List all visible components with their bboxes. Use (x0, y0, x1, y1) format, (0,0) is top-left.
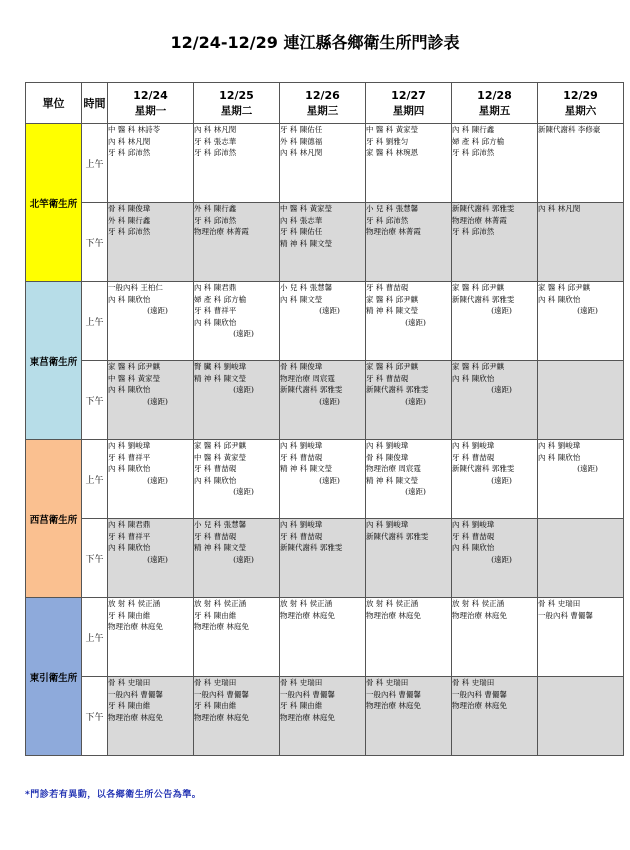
doctor-entry: 牙 科 劉雅匀 (366, 136, 409, 146)
doctor-entry: 物理治療 周宸霆 (280, 373, 335, 383)
weekday-label: 星期二 (220, 104, 253, 117)
doctor-entry: 牙 科 曹祥平 (194, 306, 237, 315)
doctor-entry: 牙 科 陳由維 (194, 701, 237, 710)
doctor-entry: 精 神 科 陳文瑩 (366, 475, 419, 485)
doctor-entry: 內 科 陳欣怡 (538, 294, 581, 304)
schedule-cell (194, 677, 280, 756)
time-header: 時間 (82, 83, 108, 124)
weekday-label: 星期四 (392, 104, 425, 117)
schedule-cell (452, 361, 538, 440)
schedule-cell (194, 203, 280, 282)
afternoon-row (26, 519, 624, 598)
doctor-entry: 牙 科 陳由維 (280, 701, 323, 710)
doctor-entry: 放 射 科 侯正涵 (452, 599, 505, 608)
doctor-entry: 中 醫 科 黃家瑩 (108, 373, 161, 383)
day-header (366, 83, 452, 124)
afternoon-label: 下午 (82, 361, 108, 440)
doctor-entry: 新陳代謝科 郭雅雯 (280, 543, 343, 552)
day-header (452, 83, 538, 124)
schedule-cell (452, 519, 538, 598)
schedule-cell (280, 124, 366, 203)
schedule-cell (280, 677, 366, 756)
doctor-entry: 家 醫 科 邱尹麒 (452, 362, 505, 371)
doctor-entry: 新陳代謝科 郭雅雯 (366, 385, 429, 394)
doctor-entry: 新陳代謝科 郭雅雯 (452, 294, 515, 304)
doctor-entry: 一般內科 王柏仁 (108, 283, 163, 292)
doctor-entry: 放 射 科 侯正涵 (280, 599, 333, 608)
telemedicine-note: (遠距) (405, 317, 426, 327)
doctor-entry: 內 科 劉峻瑋 (280, 441, 323, 450)
schedule-cell (194, 598, 280, 677)
doctor-entry: 內 科 陳君鼎 (194, 283, 237, 292)
morning-label: 上午 (82, 124, 108, 203)
afternoon-row (26, 203, 624, 282)
doctor-entry: 中 醫 科 黃家瑩 (280, 204, 333, 213)
telemedicine-note: (遠距) (491, 475, 512, 485)
doctor-entry: 一般內科 曹儷馨 (194, 689, 249, 699)
doctor-entry: 中 醫 科 黃家瑩 (194, 452, 247, 462)
doctor-entry: 精 神 科 陳文瑩 (366, 306, 419, 315)
date-label: 12/29 (563, 88, 598, 102)
schedule-cell (452, 124, 538, 203)
schedule-cell (194, 519, 280, 598)
doctor-entry: 一般內科 曹儷馨 (366, 689, 421, 699)
schedule-cell (108, 677, 194, 756)
schedule-cell (108, 203, 194, 282)
weekday-label: 星期五 (478, 104, 511, 117)
clinic-schedule-table (25, 82, 624, 756)
doctor-entry: 中 醫 科 林詩苓 (108, 125, 161, 134)
doctor-entry: 外 科 陳德福 (280, 136, 323, 146)
doctor-entry: 骨 科 史瑞田 (538, 599, 581, 608)
schedule-cell (452, 282, 538, 361)
doctor-entry: 一般內科 曹儷馨 (280, 689, 335, 699)
schedule-cell (194, 361, 280, 440)
doctor-entry: 骨 科 史瑞田 (108, 678, 151, 687)
schedule-cell (452, 677, 538, 756)
telemedicine-note: (遠距) (577, 464, 598, 473)
telemedicine-note: (遠距) (233, 329, 254, 338)
doctor-entry: 物理治療 林庭免 (366, 701, 421, 710)
date-label: 12/28 (477, 88, 512, 102)
doctor-entry: 放 射 科 侯正涵 (366, 599, 419, 608)
telemedicine-note: (遠距) (147, 554, 168, 564)
doctor-entry: 牙 科 邱沛然 (108, 148, 151, 157)
doctor-entry: 內 科 劉峻瑋 (366, 520, 409, 529)
doctor-entry: 物理治療 林庭免 (280, 610, 335, 620)
telemedicine-note: (遠距) (577, 306, 598, 315)
day-header (108, 83, 194, 124)
clinic-name: 西莒衛生所 (26, 440, 82, 598)
doctor-entry: 婦 產 科 邱方榆 (194, 294, 247, 304)
doctor-entry: 骨 科 史瑞田 (280, 678, 323, 687)
doctor-entry: 腎 臟 科 劉峻瑋 (194, 362, 247, 371)
doctor-entry: 內 科 陳欣怡 (108, 385, 151, 394)
schedule-cell (452, 598, 538, 677)
weekday-label: 星期一 (134, 104, 167, 117)
doctor-entry: 內 科 劉峻瑋 (366, 441, 409, 450)
morning-row (26, 282, 624, 361)
doctor-entry: 家 醫 科 邱尹麒 (538, 283, 591, 292)
doctor-entry: 物理治療 林庭免 (280, 712, 335, 722)
doctor-entry: 內 科 林凡閔 (108, 136, 151, 146)
doctor-entry: 精 神 科 陳文瑩 (194, 373, 247, 383)
date-label: 12/26 (305, 88, 340, 102)
footnote: *門診若有異動，以各鄉衛生所公告為準。 (25, 790, 202, 800)
schedule-cell (108, 282, 194, 361)
schedule-cell (366, 440, 452, 519)
doctor-entry: 內 科 林凡閔 (280, 148, 323, 157)
telemedicine-note: (遠距) (233, 554, 254, 564)
doctor-entry: 骨 科 史瑞田 (366, 678, 409, 687)
doctor-entry: 骨 科 史瑞田 (194, 678, 237, 687)
telemedicine-note: (遠距) (491, 554, 512, 564)
doctor-entry: 骨 科 史瑞田 (452, 678, 495, 687)
telemedicine-note: (遠距) (405, 487, 426, 496)
afternoon-label: 下午 (82, 203, 108, 282)
date-label: 12/24 (133, 88, 168, 102)
doctor-entry: 牙 科 邱沛然 (194, 215, 237, 225)
schedule-cell (280, 282, 366, 361)
telemedicine-note: (遠距) (491, 306, 512, 315)
doctor-entry: 物理治療 林庭免 (452, 610, 507, 620)
doctor-entry: 物理治療 林庭免 (194, 622, 249, 631)
doctor-entry: 一般內科 曹儷馨 (108, 689, 163, 699)
afternoon-label: 下午 (82, 677, 108, 756)
doctor-entry: 放 射 科 侯正涵 (194, 599, 247, 608)
doctor-entry: 內 科 林凡閔 (194, 125, 237, 134)
doctor-entry: 牙 科 張志華 (194, 136, 237, 146)
morning-row (26, 440, 624, 519)
schedule-cell (538, 677, 624, 756)
doctor-entry: 物理治療 林庭免 (452, 701, 507, 710)
doctor-entry: 婦 產 科 邱方榆 (452, 136, 505, 146)
date-label: 12/27 (391, 88, 426, 102)
doctor-entry: 內 科 陳行鑫 (452, 125, 495, 134)
telemedicine-note: (遠距) (319, 396, 340, 406)
doctor-entry: 物理治療 林菁霞 (194, 227, 249, 236)
doctor-entry: 內 科 張志華 (280, 215, 323, 225)
doctor-entry: 內 科 陳欣怡 (452, 543, 495, 552)
doctor-entry: 內 科 陳欣怡 (452, 373, 495, 383)
doctor-entry: 牙 科 陳由維 (194, 610, 237, 620)
doctor-entry: 家 醫 科 林琬恩 (366, 148, 419, 157)
schedule-cell (452, 440, 538, 519)
schedule-cell (538, 361, 624, 440)
doctor-entry: 內 科 陳欣怡 (194, 317, 237, 327)
schedule-cell (280, 598, 366, 677)
doctor-entry: 中 醫 科 黃家瑩 (366, 125, 419, 134)
doctor-entry: 牙 科 曹喆硯 (366, 283, 409, 292)
doctor-entry: 外 科 陳行鑫 (108, 215, 151, 225)
weekday-label: 星期六 (564, 104, 597, 117)
schedule-cell (538, 282, 624, 361)
doctor-entry: 內 科 劉峻瑋 (452, 441, 495, 450)
doctor-entry: 家 醫 科 邱尹麒 (366, 294, 419, 304)
doctor-entry: 牙 科 邱沛然 (452, 148, 495, 157)
morning-label: 上午 (82, 598, 108, 677)
doctor-entry: 牙 科 曹喆硯 (366, 373, 409, 383)
doctor-entry: 內 科 劉峻瑋 (452, 520, 495, 529)
doctor-entry: 內 科 陳欣怡 (194, 475, 237, 485)
schedule-cell (194, 124, 280, 203)
doctor-entry: 牙 科 曹喆硯 (452, 531, 495, 541)
doctor-entry: 內 科 陳欣怡 (538, 452, 581, 462)
schedule-cell (108, 519, 194, 598)
telemedicine-note: (遠距) (233, 487, 254, 496)
schedule-cell (108, 124, 194, 203)
clinic-name: 北竿衛生所 (26, 124, 82, 282)
doctor-entry: 物理治療 林庭免 (366, 610, 421, 620)
doctor-entry: 牙 科 陳由維 (108, 610, 151, 620)
doctor-entry: 牙 科 邱沛然 (366, 215, 409, 225)
schedule-cell (538, 440, 624, 519)
schedule-cell (108, 440, 194, 519)
doctor-entry: 牙 科 曹喆硯 (280, 452, 323, 462)
schedule-cell (538, 124, 624, 203)
schedule-cell (280, 440, 366, 519)
clinic-name: 東引衛生所 (26, 598, 82, 756)
doctor-entry: 牙 科 曹喆硯 (194, 531, 237, 541)
doctor-entry: 物理治療 林庭免 (194, 712, 249, 722)
doctor-entry: 牙 科 曹喆硯 (452, 452, 495, 462)
schedule-cell (538, 203, 624, 282)
doctor-entry: 內 科 劉峻瑋 (280, 520, 323, 529)
page-title: 12/24-12/29 連江縣各鄉衛生所門診表 (170, 33, 460, 52)
schedule-body (26, 124, 624, 756)
doctor-entry: 物理治療 林菁霞 (452, 215, 507, 225)
schedule-cell (194, 282, 280, 361)
schedule-cell (366, 677, 452, 756)
schedule-cell (538, 519, 624, 598)
morning-row (26, 124, 624, 203)
doctor-entry: 精 神 科 陳文瑩 (280, 464, 333, 473)
weekday-label: 星期三 (306, 104, 339, 117)
schedule-cell (366, 519, 452, 598)
telemedicine-note: (遠距) (319, 306, 340, 315)
doctor-entry: 內 科 陳欣怡 (108, 464, 151, 473)
doctor-entry: 一般內科 曹儷馨 (538, 610, 593, 620)
doctor-entry: 物理治療 林庭免 (108, 712, 163, 722)
doctor-entry: 牙 科 邱沛然 (452, 227, 495, 236)
schedule-cell (280, 203, 366, 282)
schedule-cell (366, 361, 452, 440)
doctor-entry: 家 醫 科 邱尹麒 (108, 362, 161, 371)
doctor-entry: 牙 科 陳由維 (108, 701, 151, 710)
telemedicine-note: (遠距) (147, 396, 168, 406)
doctor-entry: 內 科 陳欣怡 (108, 294, 151, 304)
doctor-entry: 新陳代謝科 郭雅雯 (452, 204, 515, 213)
doctor-entry: 內 科 陳君鼎 (108, 520, 151, 529)
doctor-entry: 牙 科 曹祥平 (108, 452, 151, 462)
schedule-cell (366, 282, 452, 361)
doctor-entry: 骨 科 陳俊瑋 (366, 452, 409, 462)
doctor-entry: 牙 科 邱沛然 (108, 227, 151, 236)
schedule-cell (280, 361, 366, 440)
doctor-entry: 家 醫 科 邱尹麒 (194, 441, 247, 450)
doctor-entry: 牙 科 陳佑任 (280, 227, 323, 236)
morning-row (26, 598, 624, 677)
doctor-entry: 小 兒 科 張慧馨 (366, 204, 419, 213)
doctor-entry: 牙 科 曹祥平 (108, 531, 151, 541)
schedule-cell (366, 598, 452, 677)
doctor-entry: 精 神 科 陳文瑩 (280, 238, 333, 248)
afternoon-row (26, 361, 624, 440)
morning-label: 上午 (82, 440, 108, 519)
doctor-entry: 內 科 陳欣怡 (108, 543, 151, 552)
doctor-entry: 外 科 陳行鑫 (194, 204, 237, 213)
doctor-entry: 內 科 劉峻瑋 (108, 441, 151, 450)
morning-label: 上午 (82, 282, 108, 361)
afternoon-row (26, 677, 624, 756)
doctor-entry: 內 科 陳文瑩 (280, 294, 323, 304)
telemedicine-note: (遠距) (405, 396, 426, 406)
doctor-entry: 新陳代謝科 李修豪 (538, 125, 601, 134)
schedule-cell (194, 440, 280, 519)
doctor-entry: 牙 科 曹喆硯 (280, 531, 323, 541)
schedule-cell (108, 598, 194, 677)
telemedicine-note: (遠距) (319, 475, 340, 485)
telemedicine-note: (遠距) (491, 385, 512, 394)
doctor-entry: 內 科 林凡閔 (538, 204, 581, 213)
telemedicine-note: (遠距) (233, 385, 254, 394)
doctor-entry: 家 醫 科 邱尹麒 (366, 362, 419, 371)
doctor-entry: 新陳代謝科 郭雅雯 (280, 385, 343, 394)
schedule-cell (366, 124, 452, 203)
telemedicine-note: (遠距) (147, 475, 168, 485)
afternoon-label: 下午 (82, 519, 108, 598)
doctor-entry: 骨 科 陳俊瑋 (108, 204, 151, 213)
schedule-cell (366, 203, 452, 282)
doctor-entry: 骨 科 陳俊瑋 (280, 362, 323, 371)
doctor-entry: 精 神 科 陳文瑩 (194, 543, 247, 552)
doctor-entry: 牙 科 曹喆硯 (194, 464, 237, 473)
doctor-entry: 家 醫 科 邱尹麒 (452, 283, 505, 292)
unit-header: 單位 (26, 83, 82, 124)
telemedicine-note: (遠距) (147, 306, 168, 315)
doctor-entry: 一般內科 曹儷馨 (452, 689, 507, 699)
schedule-cell (538, 598, 624, 677)
doctor-entry: 物理治療 林庭免 (108, 622, 163, 631)
doctor-entry: 牙 科 邱沛然 (194, 148, 237, 157)
date-label: 12/25 (219, 88, 254, 102)
doctor-entry: 小 兒 科 張慧馨 (194, 520, 247, 529)
doctor-entry: 小 兒 科 張慧馨 (280, 283, 333, 292)
doctor-entry: 內 科 劉峻瑋 (538, 441, 581, 450)
day-header (194, 83, 280, 124)
doctor-entry: 物理治療 林菁霞 (366, 227, 421, 236)
doctor-entry: 物理治療 周宸霆 (366, 464, 421, 473)
day-header (538, 83, 624, 124)
doctor-entry: 新陳代謝科 郭雅雯 (452, 464, 515, 473)
doctor-entry: 新陳代謝科 郭雅雯 (366, 531, 429, 541)
schedule-cell (280, 519, 366, 598)
schedule-cell (108, 361, 194, 440)
clinic-name: 東莒衛生所 (26, 282, 82, 440)
header-row (26, 83, 624, 124)
doctor-entry: 牙 科 陳佑任 (280, 125, 323, 134)
day-header (280, 83, 366, 124)
schedule-cell (452, 203, 538, 282)
doctor-entry: 放 射 科 侯正涵 (108, 599, 161, 608)
